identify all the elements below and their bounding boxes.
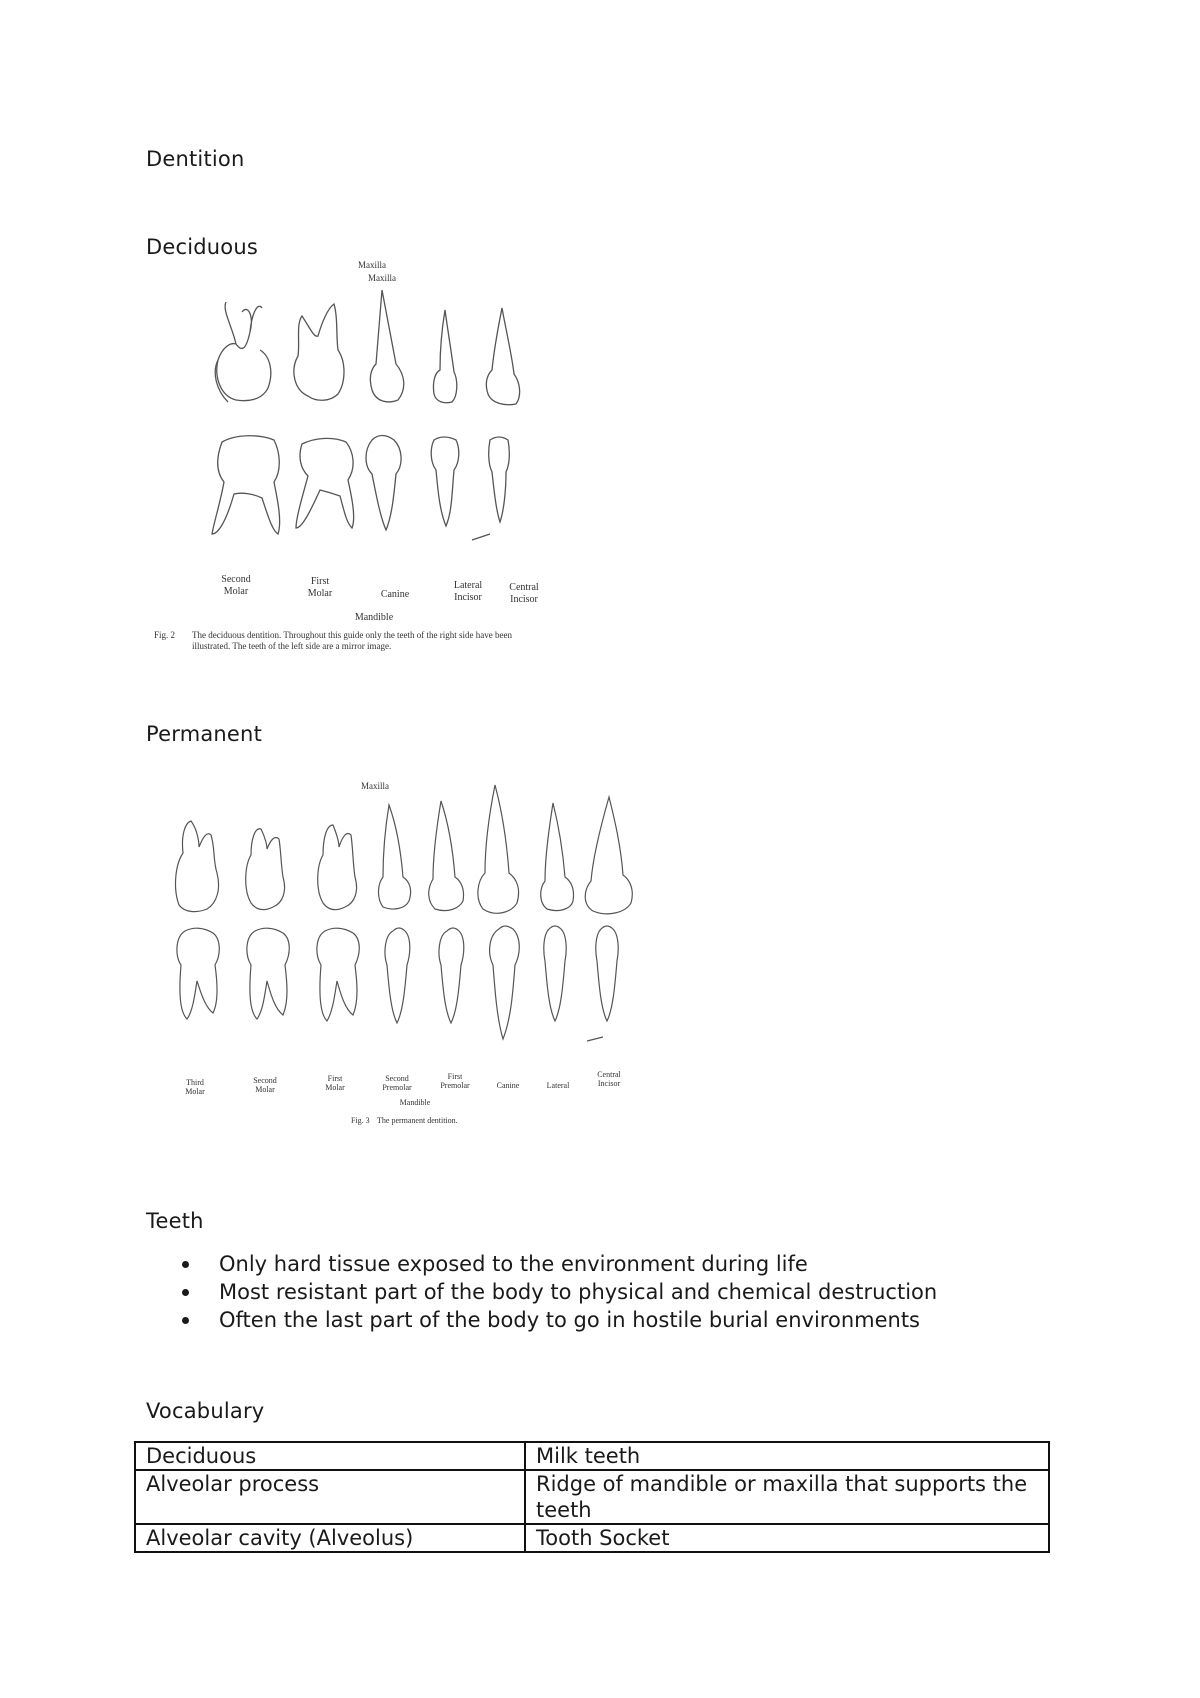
- permanent-caption-line1: The permanent dentition.: [377, 1116, 458, 1125]
- teeth-bullet-list: [146, 1250, 1046, 1334]
- deciduous-tooth-label-canine: Canine: [380, 589, 410, 600]
- bullet-icon: [182, 1289, 189, 1296]
- permanent-tooth-label-first: First: [327, 1074, 343, 1083]
- deciduous-tooth-label-lateral: Lateral: [453, 580, 483, 591]
- permanent-heading: Permanent: [146, 722, 262, 746]
- page-title: Dentition: [146, 147, 245, 171]
- permanent-tooth-label-third: Third: [186, 1078, 204, 1087]
- permanent-tooth-label-premolar2: Premolar: [382, 1083, 412, 1092]
- table-row: [135, 1470, 1049, 1524]
- bullet-icon: [182, 1317, 189, 1324]
- list-item-text: Only hard tissue exposed to the environment during life: [219, 1252, 808, 1276]
- deciduous-tooth-label-incisor2: Incisor: [510, 594, 538, 605]
- list-item-text: Often the last part of the body to go in hostile burial environments: [219, 1308, 920, 1332]
- list-item: [146, 1306, 1046, 1334]
- deciduous-maxilla-label-text: Maxilla: [368, 273, 396, 283]
- permanent-tooth-label-first-pm: First: [447, 1072, 463, 1081]
- permanent-tooth-label-lateral: Lateral: [546, 1081, 570, 1090]
- vocab-term: Deciduous: [135, 1442, 525, 1470]
- permanent-tooth-label-second-pm: Second: [385, 1074, 409, 1083]
- bullet-icon: [182, 1261, 189, 1268]
- vocab-term: Alveolar cavity (Alveolus): [135, 1524, 525, 1552]
- deciduous-tooth-label-central: Central: [509, 582, 539, 593]
- permanent-mandible-label: Mandible: [399, 1098, 431, 1107]
- permanent-dentition-figure: [165, 781, 645, 1160]
- table-row: [135, 1524, 1049, 1552]
- deciduous-dentition-figure: [150, 260, 625, 700]
- deciduous-maxilla-label: Maxilla: [358, 260, 386, 270]
- deciduous-mandible-label: Mandible: [354, 612, 394, 623]
- list-item: [146, 1250, 1046, 1278]
- vocab-definition: Milk teeth: [525, 1442, 1049, 1470]
- deciduous-tooth-label-incisor: Incisor: [454, 592, 482, 603]
- deciduous-caption-line2: illustrated. The teeth of the left side are a mirror image.: [192, 641, 392, 651]
- vocabulary-table: [134, 1441, 1050, 1553]
- permanent-tooth-label-central: Central: [597, 1070, 621, 1079]
- deciduous-tooth-label-molar: Molar: [223, 586, 249, 597]
- permanent-maxilla-label: Maxilla: [361, 781, 389, 791]
- permanent-dentition-drawing: [165, 781, 645, 1160]
- vocab-definition: Tooth Socket: [525, 1524, 1049, 1552]
- deciduous-caption-prefix: Fig. 2: [154, 630, 176, 640]
- vocabulary-heading: Vocabulary: [146, 1399, 265, 1423]
- deciduous-tooth-label-second: Second: [221, 574, 251, 585]
- deciduous-tooth-label-first: First: [310, 576, 330, 587]
- vocab-term: Alveolar process: [135, 1470, 525, 1524]
- list-item-text: Most resistant part of the body to physical and chemical destruction: [219, 1280, 938, 1304]
- permanent-tooth-label-molar2: Molar: [255, 1085, 275, 1094]
- list-item: [146, 1278, 1046, 1306]
- permanent-tooth-label-molar1: Molar: [325, 1083, 345, 1092]
- vocab-definition: Ridge of mandible or maxilla that supports the teeth: [525, 1470, 1049, 1524]
- permanent-tooth-label-canine: Canine: [496, 1081, 520, 1090]
- table-row: [135, 1442, 1049, 1470]
- permanent-tooth-label-premolar1: Premolar: [440, 1081, 470, 1090]
- permanent-tooth-label-molar3: Molar: [185, 1087, 205, 1096]
- deciduous-heading: Deciduous: [146, 235, 259, 259]
- permanent-tooth-label-incisor: Incisor: [597, 1079, 621, 1088]
- permanent-caption-prefix: Fig. 3: [351, 1116, 370, 1125]
- deciduous-tooth-label-molar2: Molar: [307, 588, 333, 599]
- deciduous-caption-line1: The deciduous dentition. Throughout this guide only the teeth of the right side have been: [192, 630, 513, 640]
- teeth-heading: Teeth: [146, 1209, 204, 1233]
- permanent-tooth-label-second: Second: [253, 1076, 277, 1085]
- deciduous-dentition-drawing: [150, 260, 625, 700]
